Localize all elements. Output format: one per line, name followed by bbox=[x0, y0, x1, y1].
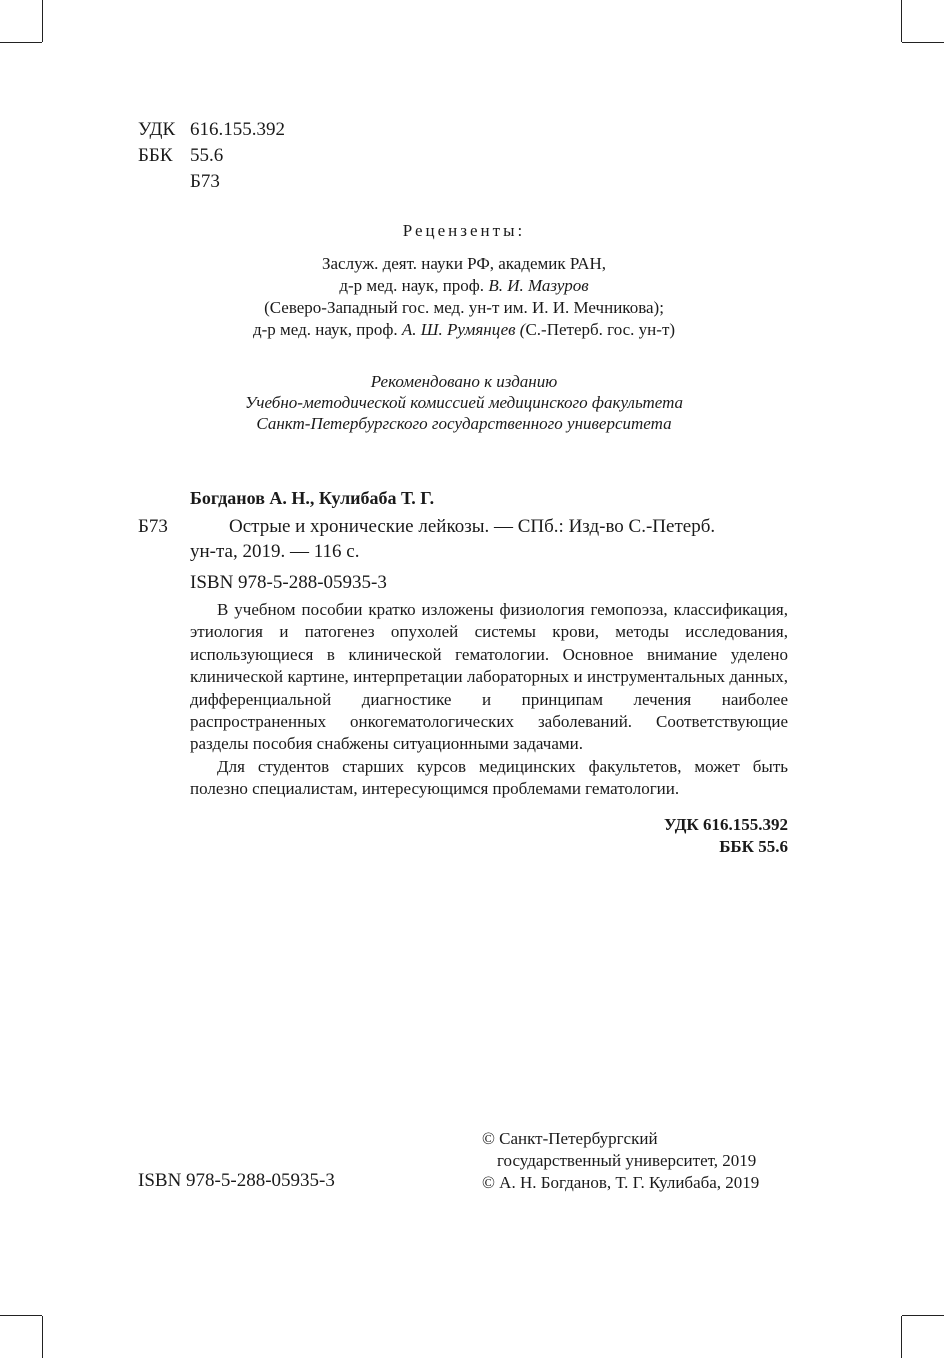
reviewers-heading: Рецензенты: bbox=[402, 221, 526, 240]
book-title-line-1: Острые и хронические лейкозы. — СПб.: Изд-во С.-Петерб. bbox=[229, 516, 716, 537]
crop-mark-top-left-vertical bbox=[42, 0, 43, 42]
book-authors: Богданов А. Н., Кулибаба Т. Г. bbox=[190, 488, 435, 508]
udk-label: УДК bbox=[138, 119, 176, 140]
book-title-line-2: ун-та, 2019. — 116 с. bbox=[190, 541, 360, 562]
recommendation-line-3: Санкт-Петербургского государственного университета bbox=[256, 414, 672, 433]
copyright-university-line-1: © Санкт-Петербургский bbox=[482, 1129, 658, 1148]
bbk-line bbox=[138, 143, 223, 168]
bbk-label: ББК bbox=[138, 145, 173, 166]
copyright-block bbox=[482, 1128, 759, 1194]
copyright-authors: © А. Н. Богданов, Т. Г. Кулибаба, 2019 bbox=[482, 1173, 760, 1192]
recommendation-block bbox=[140, 371, 788, 434]
crop-mark-top-left-horizontal bbox=[0, 42, 42, 43]
reviewer-name-rumyantsev: А. Ш. Румянцев ( bbox=[401, 320, 526, 339]
annotation-paragraph-2: Для студентов старших курсов медицинских факультетов, может быть полезно специалистам, интересующимся проблемами гематологии. bbox=[190, 756, 788, 799]
crop-mark-top-right-horizontal bbox=[902, 42, 944, 43]
bbk-value: 55.6 bbox=[190, 145, 224, 166]
bbk-code: ББК 55.6 bbox=[719, 837, 788, 856]
udk-value: 616.155.392 bbox=[190, 119, 285, 140]
udk-line bbox=[138, 117, 285, 142]
reviewer-line-1: Заслуж. деят. науки РФ, академик РАН, bbox=[322, 254, 606, 273]
footer-isbn: ISBN 978-5-288-05935-3 bbox=[138, 1170, 335, 1191]
crop-mark-bottom-right-vertical bbox=[901, 1316, 902, 1358]
reviewers-block bbox=[140, 220, 788, 341]
crop-mark-bottom-left-vertical bbox=[42, 1316, 43, 1358]
reviewer-line-2: д-р мед. наук, проф. В. И. Мазуров bbox=[339, 276, 589, 295]
crop-mark-top-right-vertical bbox=[901, 0, 902, 42]
recommendation-line-2: Учебно-методической комиссией медицинского факультета bbox=[244, 393, 684, 412]
book-mark: Б73 bbox=[138, 516, 168, 537]
crop-mark-bottom-right-horizontal bbox=[902, 1315, 944, 1316]
author-mark: Б73 bbox=[190, 171, 220, 192]
copyright-university-line-2: государственный университет, 2019 bbox=[497, 1151, 757, 1170]
recommendation-line-1: Рекомендовано к изданию bbox=[370, 372, 558, 391]
crop-mark-bottom-left-horizontal bbox=[0, 1315, 42, 1316]
annotation-paragraph-1: В учебном пособии кратко изложены физиология гемопоэза, классификация, этиология и патогенез опухолей системы крови, методы исследования, использующиеся в клинической гематологии. Основное внимание уделено клинической картине, интерпретации лабораторных и инструментальных данных, дифференциальной диагностике и принципам лечения наиболее распространенных онкогематологических заболеваний. Соответствующие разделы пособия снабжены ситуационными задачами. bbox=[190, 600, 788, 754]
annotation bbox=[190, 599, 788, 801]
reviewer-name-mazurov: В. И. Мазуров bbox=[488, 276, 589, 295]
udk-code: УДК 616.155.392 bbox=[663, 815, 788, 834]
classification-codes bbox=[540, 814, 788, 858]
reviewer-line-4: д-р мед. наук, проф. А. Ш. Румянцев (С.-Петерб. гос. ун-т) bbox=[252, 320, 676, 339]
reviewer-line-3: (Северо-Западный гос. мед. ун-т им. И. И. Мечникова); bbox=[264, 298, 664, 317]
author-mark-line bbox=[190, 169, 220, 194]
book-isbn: ISBN 978-5-288-05935-3 bbox=[190, 572, 387, 593]
